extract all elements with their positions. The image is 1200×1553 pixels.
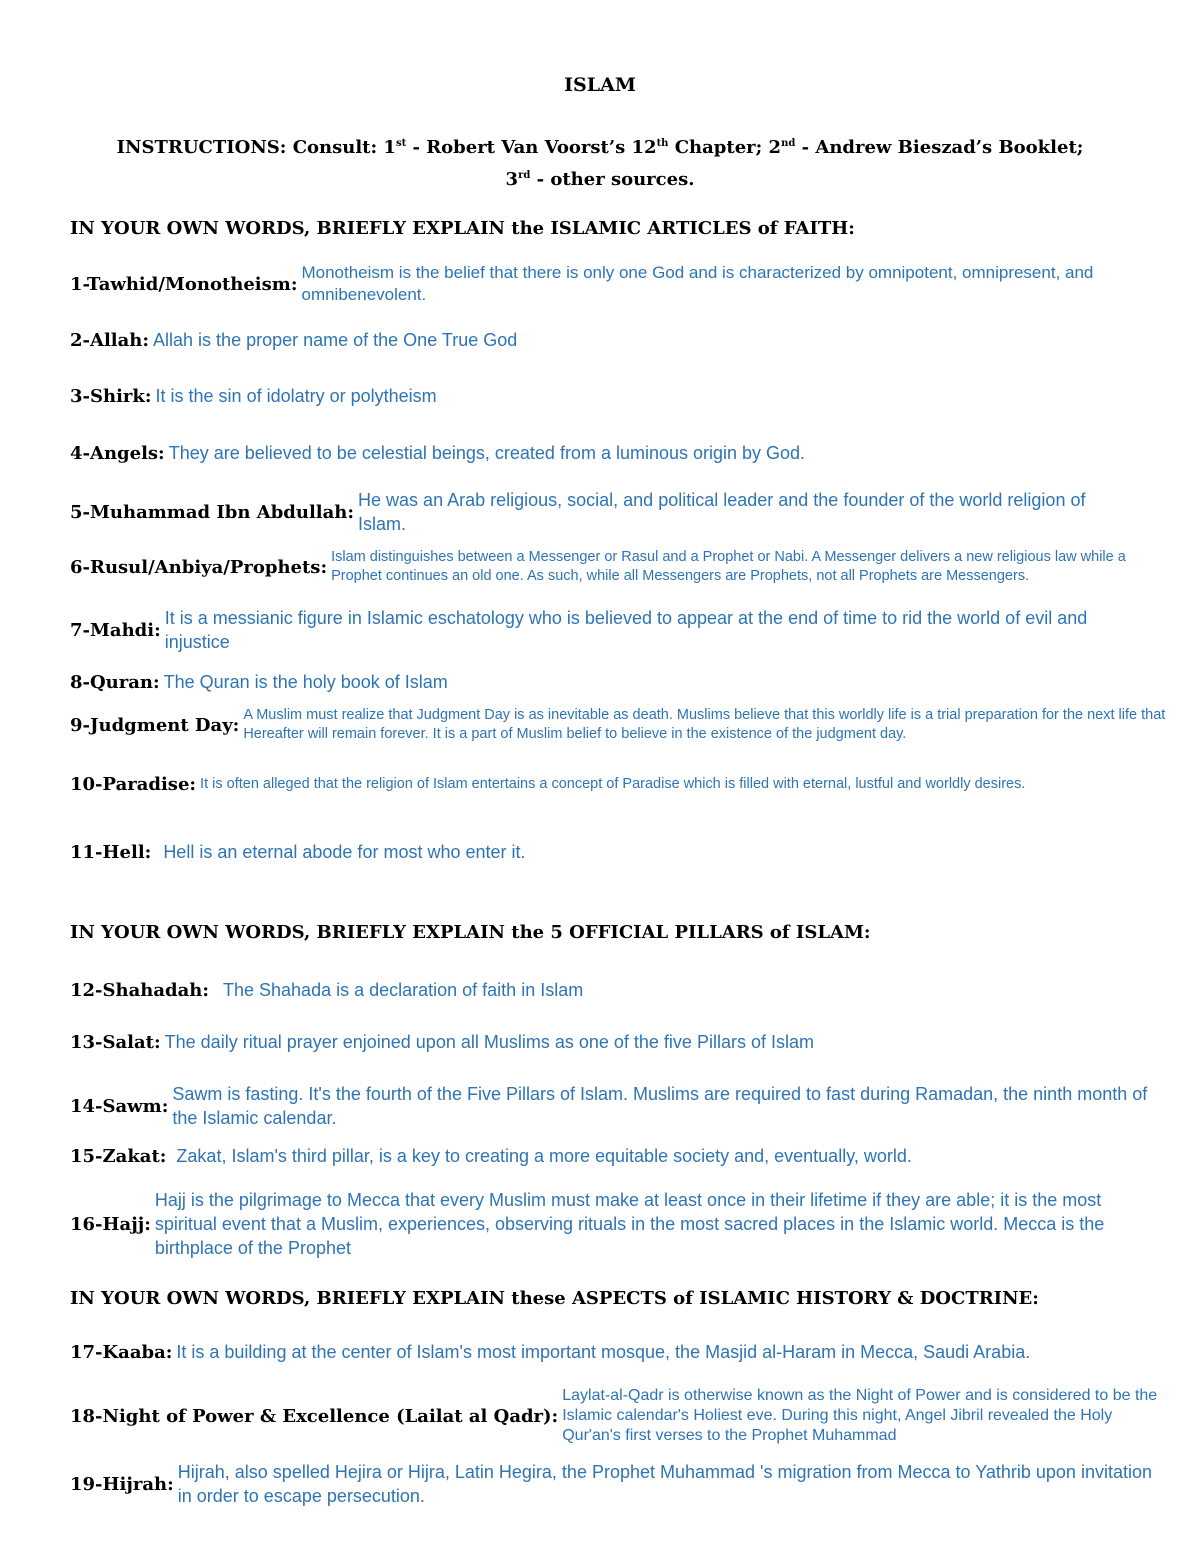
question-angels	[70, 441, 1150, 465]
answer-text: The Shahada is a declaration of faith in Islam	[223, 980, 584, 1000]
ordinal-suffix: nd	[781, 138, 796, 149]
instructions	[0, 130, 1200, 194]
question-label: 7-Mahdi:	[70, 619, 161, 641]
answer-text: Hijrah, also spelled Hejira or Hijra, Latin Hegira, the Prophet Muhammad 's migration from Mecca to Yathrib upon invitation in order to escape persecution.	[177, 1462, 1152, 1506]
answer-text: The daily ritual prayer enjoined upon all Muslims as one of the five Pillars of Islam	[164, 1032, 814, 1052]
instructions-text: 3	[505, 169, 519, 190]
question-label: 8-Quran:	[70, 671, 160, 693]
section-heading-pillars: IN YOUR OWN WORDS, BRIEFLY EXPLAIN the 5 OFFICIAL PILLARS of ISLAM:	[70, 922, 871, 943]
question-label: 6-Rusul/Anbiya/Prophets:	[70, 556, 328, 578]
instructions-text: - Robert Van Voorst’s 12	[406, 137, 657, 158]
answer-text: It is a building at the center of Islam's most important mosque, the Masjid al-Haram in Mecca, Saudi Arabia.	[176, 1342, 1031, 1362]
question-hajj	[70, 1188, 1165, 1260]
answer-text: It is often alleged that the religion of Islam entertains a concept of Paradise which is filled with eternal, lustful and worldly desires.	[200, 776, 1026, 792]
question-shirk	[70, 384, 1150, 408]
answer-text: It is a messianic figure in Islamic eschatology who is believed to appear at the end of time to rid the world of evil and injustice	[164, 608, 1088, 652]
section-heading-articles-of-faith: IN YOUR OWN WORDS, BRIEFLY EXPLAIN the ISLAMIC ARTICLES of FAITH:	[70, 218, 855, 239]
question-judgment-day	[70, 706, 1175, 744]
answer-text: It is the sin of idolatry or polytheism	[155, 386, 437, 406]
instructions-text: - other sources.	[530, 169, 695, 190]
question-tawhid	[70, 262, 1150, 306]
answer-text: A Muslim must realize that Judgment Day is as inevitable as death. Muslims believe that this worldly life is a trial preparation for the next life that Hereafter will remain forever. It is a part of Muslim belief to believe in the existence of the judgment day.	[243, 707, 1166, 742]
question-label: 18-Night of Power & Excellence (Lailat al Qadr):	[70, 1405, 559, 1427]
question-mahdi	[70, 606, 1155, 654]
question-allah	[70, 328, 1150, 352]
question-shahadah	[70, 978, 1150, 1002]
answer-text: Zakat, Islam's third pillar, is a key to creating a more equitable society and, eventually, world.	[176, 1146, 912, 1166]
question-label: 4-Angels:	[70, 442, 165, 464]
answer-text: Hell is an eternal abode for most who enter it.	[163, 842, 526, 862]
page-title: ISLAM	[564, 74, 636, 96]
question-label: 2-Allah:	[70, 329, 150, 351]
question-label: 14-Sawm:	[70, 1095, 169, 1117]
question-kaaba	[70, 1340, 1165, 1364]
ordinal-suffix: rd	[518, 170, 531, 181]
question-quran	[70, 670, 1150, 694]
question-muhammad	[70, 488, 1120, 536]
answer-text: They are believed to be celestial beings, created from a luminous origin by God.	[168, 443, 806, 463]
question-label: 12-Shahadah:	[70, 979, 209, 1001]
question-label: 10-Paradise:	[70, 774, 197, 795]
answer-text: The Quran is the holy book of Islam	[163, 672, 448, 692]
question-label: 11-Hell:	[70, 841, 152, 863]
question-label: 13-Salat:	[70, 1031, 161, 1053]
answer-text: Allah is the proper name of the One True God	[153, 330, 518, 350]
question-label: 19-Hijrah:	[70, 1473, 174, 1495]
question-label: 15-Zakat:	[70, 1145, 167, 1167]
answer-text: Sawm is fasting. It's the fourth of the Five Pillars of Islam. Muslims are required to fast during Ramadan, the ninth month of the Islamic calendar.	[172, 1084, 1148, 1128]
answer-text: Monotheism is the belief that there is only one God and is characterized by omnipotent, omnipresent, and omnibenevolent.	[301, 263, 1094, 304]
ordinal-suffix: st	[395, 138, 407, 149]
answer-text: He was an Arab religious, social, and political leader and the founder of the world religion of Islam.	[358, 490, 1086, 534]
instructions-text: - Andrew Bieszad’s Booklet;	[795, 137, 1084, 158]
question-paradise	[70, 774, 1150, 795]
question-hijrah	[70, 1460, 1170, 1508]
question-sawm	[70, 1082, 1165, 1130]
question-label: 5-Muhammad Ibn Abdullah:	[70, 501, 355, 523]
question-salat	[70, 1030, 1150, 1054]
answer-text: Islam distinguishes between a Messenger or Rasul and a Prophet or Nabi. A Messenger delivers a new religious law while a Prophet continues an old one. As such, while all Messengers are Prophets, not all Prophets are Messengers.	[331, 549, 1126, 584]
answer-text: Hajj is the pilgrimage to Mecca that every Muslim must make at least once in their lifetime if they are able; it is the most spiritual event that a Muslim, experiences, observing rituals in the most sacred places in the Islamic world. Mecca is the birthplace of the Prophet	[154, 1190, 1105, 1258]
question-hell	[70, 840, 1150, 864]
instructions-line-1	[0, 130, 1200, 162]
question-label: 3-Shirk:	[70, 385, 152, 407]
instructions-text: Chapter; 2	[668, 137, 782, 158]
question-prophets	[70, 548, 1140, 586]
question-night-of-power	[70, 1386, 1170, 1446]
question-zakat	[70, 1144, 1150, 1168]
question-label: 9-Judgment Day:	[70, 714, 240, 736]
question-label: 17-Kaaba:	[70, 1341, 173, 1363]
instructions-line-2	[0, 162, 1200, 194]
ordinal-suffix: th	[656, 138, 669, 149]
question-label: 16-Hajj:	[70, 1213, 151, 1235]
section-heading-history-doctrine: IN YOUR OWN WORDS, BRIEFLY EXPLAIN these ASPECTS of ISLAMIC HISTORY & DOCTRINE:	[70, 1288, 1039, 1309]
instructions-text: INSTRUCTIONS: Consult: 1	[116, 137, 396, 158]
answer-text: Laylat-al-Qadr is otherwise known as the Night of Power and is considered to be the Islamic calendar's Holiest eve. During this night, Angel Jibril revealed the Holy Qur'an's first verses to the Prophet Muhammad	[562, 1387, 1158, 1444]
question-label: 1-Tawhid/Monotheism:	[70, 273, 298, 295]
